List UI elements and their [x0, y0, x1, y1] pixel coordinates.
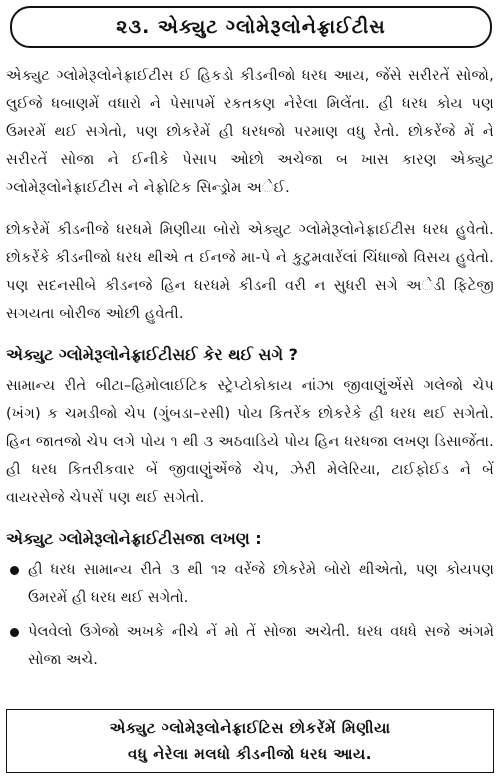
key-note-box: [6, 709, 494, 773]
list-item: [6, 618, 494, 674]
intro-paragraph: એક્યુટ ગ્લોમેરૂલોનેફ્રાઈટીસ ઈ હિકડો કીડનીજો ધરધ આય, જેંસે સરીરતેં સોજો, લુઈજે ધબાણમેં વધારો ને પેસાપમેં રકતકણ નેરેલા મિલેંતા. હી ધરધ કોય પણ ઉમરમેં થઈ સગેતો, પણ છોકરેમેં હી ધરધજો પરમાણ વધુ રેતો. છોકરેંજે મેં ને સરીરતેં સોજા ને ઈનીકે પેસાપ ઓછો અચેજા બ ખાસ કારણ એક્યુટ ગ્લોમેરૂલોનેફ્રાઈટીસ ને નેફ્રોટિક સિન્ડ્રોમ અેઈ.: [6, 67, 494, 196]
list-item-text: હી ધરધ સામાન્ય રીતે ૩ થી ૧૨ વરેંજે છોકરેમે બોરો થીએતો, પણ કોયપણ ઉમરમેં હી ધરધ થઈ સગેતો.: [28, 561, 494, 606]
symptoms-list: [6, 556, 494, 674]
causes-paragraph: સામાન્ય રીતે બીટા–હિમોલાઈટિક સ્ટ્રેપ્ટોકોકાય નાંઝા જીવાણુંએંસે ગલેજો ચેપ (ખંગ) ક ચમડીજો ચેપ (ગુંબડા–રસી) પોય કિતરેંક છોકરેકે હી ધરધ થઈ સગેતો. હિન જાતજો ચેપ લગે પોય ૧ થી ૩ અઠવાડિયે પોય હિન ધરધજા લખણ ડિસાજેંતા. હી ધરધ કિતરીકવાર બેં જીવાણુંએંજે ચેપ, ઝેરી મેલેરિયા, ટાઈફોઈડ ને બેં વાયરસેજે ચેપસેં પણ થઈ સગેતો.: [6, 377, 494, 506]
key-note-line-2: વધુ નેરેલા મલધો કીડનીજો ધરધ આય.: [128, 745, 372, 763]
causes-heading: એક્યુટ ગ્લોમેરૂલોનેફ્રાઈટીસઈ કેર થઈ સગે ?: [6, 345, 298, 364]
chapter-title-box: [10, 6, 492, 48]
key-note-line-1: એક્યુટ ગ્લોમેરૂલોનેફ્રાઈટિસ છોકરેંમેં મિણીયા: [109, 719, 391, 737]
bullet-icon: [10, 566, 19, 575]
prevalence-paragraph: છોકરેમેં કીડનીજે ધરધમે મિણીયા બોરો એક્યુટ ગ્લોમેરૂલોનેફ્રાઈટીસ ધરધ હુવેતો. છોકરેંકે કીડનીજો ધરધ થીએ ત ઈનજે મા-પે ને કુટુમવારેંલાં ચિંધાજો વિસય હુવેતો. પણ સદનસીબે કીડનજે હિન ધરધમે કીડની વરી ન સુધરી સગે અેડી ફિટેજી સગયતા બોરીજ ઓછી હુવેતી.: [6, 221, 494, 322]
list-item-text: પેલવેલો ઉગેજો અખકે નીચે નેં મો તેં સોજા અચેતી. ધરધ વધધે સજે અંગમે સોજા અચે.: [28, 623, 494, 668]
article-body: [6, 62, 494, 680]
bullet-icon: [10, 628, 19, 637]
symptoms-heading: એક્યુટ ગ્લોમેરૂલોનેફ્રાઈટીસજા લખણ :: [6, 529, 262, 548]
chapter-title: ૨૩. એક્યુટ ગ્લોમેરૂલોનેફ્રાઈટીસ: [116, 16, 386, 38]
list-item: [6, 556, 494, 612]
